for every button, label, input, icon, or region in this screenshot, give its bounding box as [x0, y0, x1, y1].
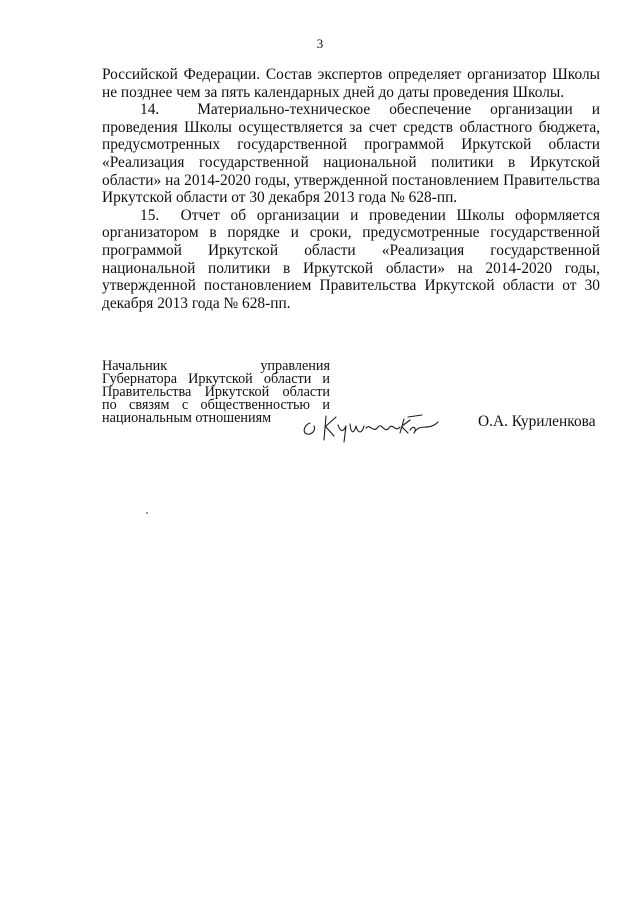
signatory-position-line: Правительства Иркутской области [102, 383, 330, 400]
handwritten-signature [296, 404, 446, 444]
signatory-position-line: по связям с общественностью и [102, 396, 330, 413]
document-body [102, 66, 600, 312]
signatory-position-line: национальным отношениям [102, 409, 272, 426]
paragraph-continuation: Российской Федерации. Состав экспертов определяет организатор Школы не позднее чем за пять календарных дней до даты проведения Школы. [102, 66, 600, 101]
signatory-name: О.А. Куриленкова [478, 413, 596, 430]
paragraph-14: 14. Материально-техническое обеспечение организации и проведения Школы осуществляется за счет средств областного бюджета, предусмотренных государственной программой Иркутской области «Реализация государственной национальной политики в Иркутской области» на 2014-2020 годы, утвержденной постановлением Правительства Иркутской области от 30 декабря 2013 года № 628-пп. [102, 101, 600, 207]
signatory-position-line: Губернатора Иркутской области и [102, 370, 330, 387]
signatory-position-line: Начальник управления [102, 358, 330, 374]
paragraph-15: 15. Отчет об организации и проведении Школы оформляется организатором в порядке и сроки, предусмотренные государственной программой Иркутской области «Реализация государственной национальной политики в Иркутской области» на 2014-2020 годы, утвержденной постановлением Правительства Иркутской области от 30 декабря 2013 года № 628-пп. [102, 206, 600, 312]
page-number: 3 [316, 36, 324, 51]
scan-speck [146, 512, 148, 514]
